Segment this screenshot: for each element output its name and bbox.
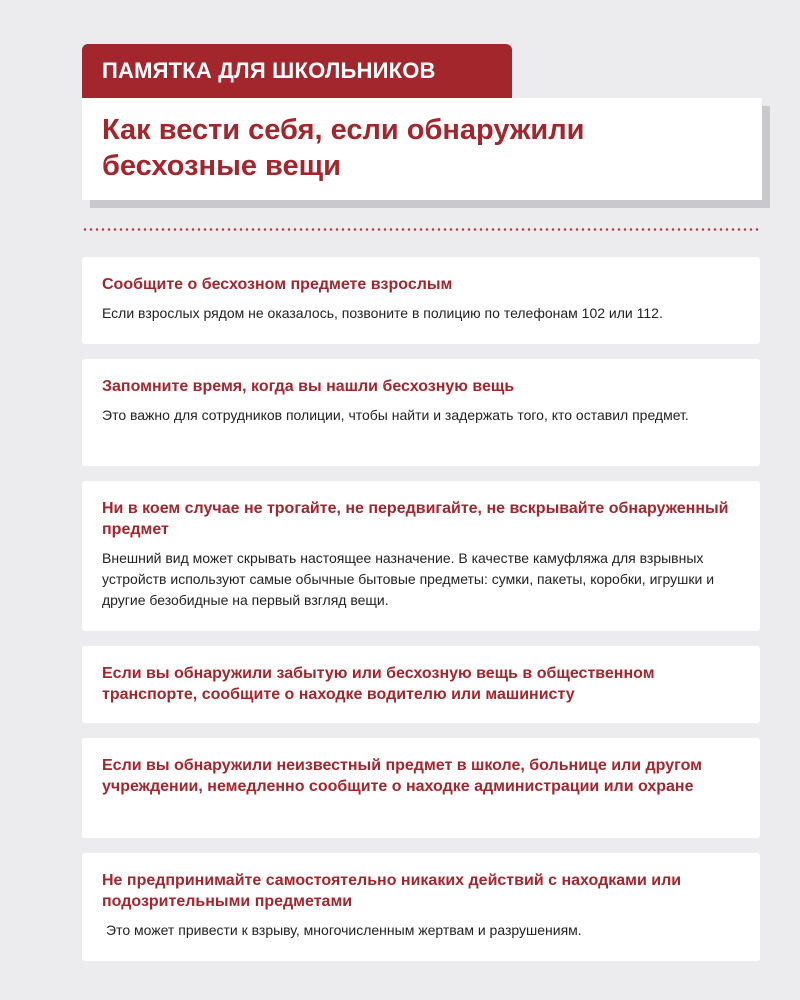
tip-title: Сообщите о бесхозном предмете взрослым <box>102 276 453 293</box>
tip-title: Не предпринимайте самостоятельно никаких действий с находками или подозрительными предметами <box>102 872 682 910</box>
tip-title: Ни в коем случае не трогайте, не передвигайте, не вскрывайте обнаруженный предмет <box>102 500 729 538</box>
tip-card <box>82 738 760 838</box>
memo-label-text: ПАМЯТКА ДЛЯ ШКОЛЬНИКОВ <box>102 58 436 83</box>
page-title: Как вести себя, если обнаружили бесхозные вещи <box>102 114 585 182</box>
dotted-divider <box>82 228 760 231</box>
tip-card <box>82 853 760 961</box>
tip-card <box>82 481 760 631</box>
tip-card <box>82 257 760 344</box>
tip-text: Внешний вид может скрывать настоящее назначение. В качестве камуфляжа для взрывных устройств используют самые обычные бытовые предметы: сумки, пакеты, коробки, игрушки и другие безобидные на первый взгляд вещи. <box>102 550 715 608</box>
tip-text: Если взрослых рядом не оказалось, позвоните в полицию по телефонам 102 или 112. <box>102 305 663 321</box>
memo-label <box>82 44 512 98</box>
tip-card <box>82 359 760 466</box>
tip-title: Запомните время, когда вы нашли бесхозную вещь <box>102 378 515 395</box>
tip-text: Это важно для сотрудников полиции, чтобы найти и задержать того, кто оставил предмет. <box>102 407 689 423</box>
title-box <box>82 98 762 200</box>
tip-title: Если вы обнаружили неизвестный предмет в школе, больнице или другом учреждении, немедленно сообщите о находке администрации или охране <box>102 757 702 795</box>
tip-card <box>82 646 760 723</box>
tip-text: Это может привести к взрыву, многочисленным жертвам и разрушениям. <box>106 922 582 938</box>
tip-title: Если вы обнаружили забытую или бесхозную вещь в общественном транспорте, сообщите о находке водителю или машинисту <box>102 665 655 703</box>
